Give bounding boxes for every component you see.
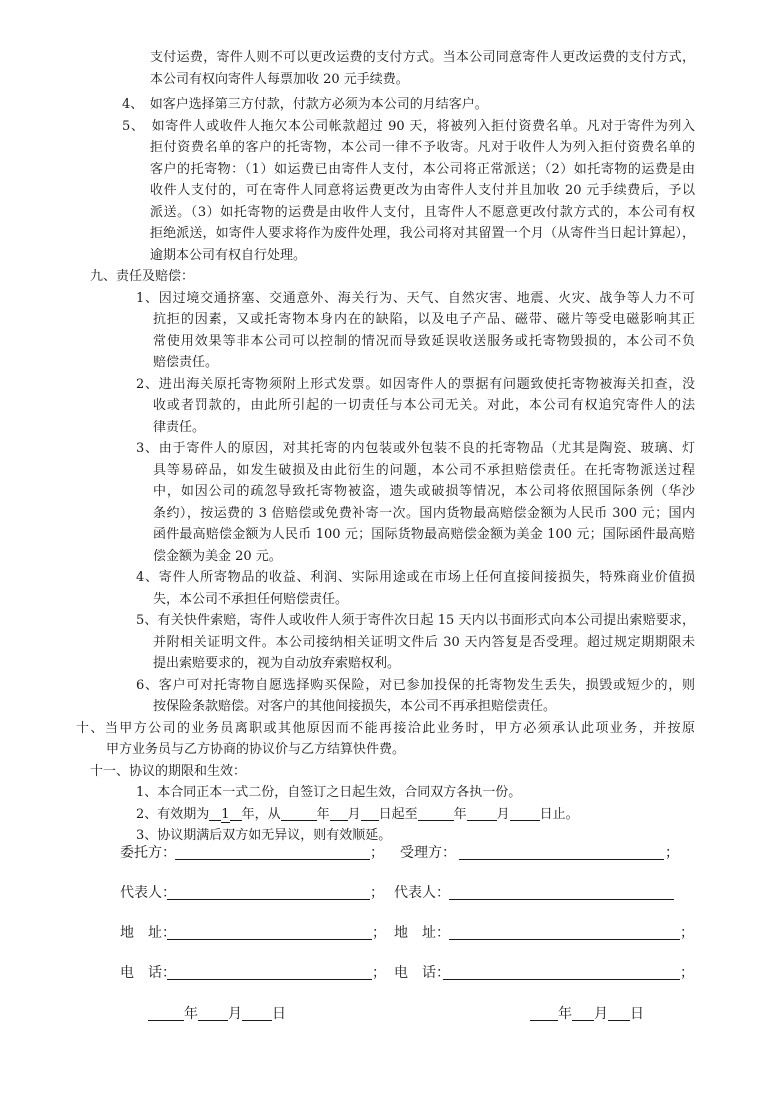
client-address-label: 地 址：	[120, 925, 176, 941]
client-label: 委托方：	[120, 845, 176, 861]
s11-item-3: 3、协议期满后双方如无异议，则有效顺延。	[136, 828, 392, 843]
clause-item-5-line: 派送。（3）如托寄物的运费是由收件人支付，且寄件人不愿意更改付款方式的，本公司有权	[150, 205, 695, 220]
client-date-day-field[interactable]	[242, 1005, 272, 1021]
receiver-label: 受理方：	[400, 845, 456, 861]
receiver-date-year-field[interactable]	[530, 1005, 558, 1021]
s9-item-6-line: 6、客户可对托寄物自愿选择购买保险，对已参加投保的托寄物发生丢失，损毁或短少的，则	[136, 678, 695, 693]
section-10-line: 十、当甲方公司的业务员离职或其他原因而不能再接洽此业务时，甲方必须承认此项业务，并按原	[76, 721, 695, 736]
s9-item-2-line: 收或者罚款的，由此所引起的一切责任与本公司无关。对此，本公司有权追究寄件人的法	[153, 398, 695, 413]
end-day-field[interactable]	[510, 805, 540, 821]
validity-years: 1	[221, 807, 230, 822]
s9-item-3-line: 函件最高赔偿金额为人民币 100 元；国际货物最高赔偿金额为美金 100 元；国际函件最高赔	[153, 527, 695, 542]
signature-row-representative: 代表人： ； 代表人：	[0, 883, 774, 907]
receiver-address-label: 地 址：	[394, 925, 450, 941]
client-date: 年 月 日	[148, 1004, 286, 1026]
client-address-line[interactable]	[167, 939, 372, 940]
clause-item-5-line: 5、 如寄件人或收件人拖欠本公司帐款超过 90 天，将被列入拒付资费名单。凡对于寄件为列入	[122, 119, 695, 134]
s9-item-1-line: 1、因过境交通挤塞、交通意外、海关行为、天气、自然灾害、地震、火灾、战争等人力不可	[136, 291, 695, 306]
s9-item-5-line: 5、有关快件索赔，寄件人或收件人须于寄件次日起 15 天内以书面形式向本公司提出索赔要求，	[136, 613, 695, 628]
receiver-address-line[interactable]	[449, 939, 680, 940]
end-year-field[interactable]	[418, 805, 454, 821]
s9-item-5-line: 并附相关证明文件。本公司接纳相关证明文件后 30 天内答复是否受理。超过规定期期限未	[153, 635, 695, 650]
signature-row-party: 委托方： ； 受理方： ；	[0, 843, 774, 867]
start-day-field[interactable]	[361, 805, 379, 821]
receiver-signature-line[interactable]	[459, 859, 664, 860]
client-signature-line[interactable]	[175, 859, 370, 860]
client-phone-label: 电 话：	[120, 965, 176, 981]
section-heading-11: 十一、协议的期限和生效：	[90, 764, 247, 779]
clause-item-5-line: 收件人支付的，可在寄件人同意将运费更改为由寄件人支付并且加收 20 元手续费后，予以	[150, 183, 695, 198]
clause-item-5-line: 逾期本公司有权自行处理。	[150, 248, 307, 263]
s9-item-3-line: 中，如因公司的疏忽导致托寄物被盗，遗失或破损等情况，本公司将依照国际条例（华沙	[153, 484, 695, 499]
s9-item-2-line: 律责任。	[153, 420, 206, 435]
client-rep-label: 代表人：	[120, 885, 176, 901]
s9-item-5-line: 提出索赔要求的，视为自动放弃索赔权利。	[153, 656, 401, 671]
s9-item-3-line: 具等易碎品，如发生破损及由此衍生的问题，本公司不承担赔偿责任。在托寄物派送过程	[153, 463, 695, 478]
receiver-rep-line[interactable]	[449, 899, 674, 900]
client-date-year-field[interactable]	[148, 1005, 184, 1021]
receiver-phone-line[interactable]	[443, 979, 680, 980]
start-month-field[interactable]	[330, 805, 348, 821]
s9-item-4-line: 失，本公司不承担任何赔偿责任。	[153, 592, 349, 607]
s11-item-2-validity: 2、有效期为 1 年，从 年 月 日起至 年 月 日止。	[136, 807, 579, 822]
clause-item-5-line: 拒付资费名单的客户的托寄物，本公司一律不予收寄。凡对于收件人为列入拒付资费名单的	[150, 140, 695, 155]
section-10-line: 甲方业务员与乙方协商的协议价与乙方结算快件费。	[106, 742, 406, 757]
section-heading-9: 九、责任及赔偿：	[90, 269, 195, 284]
receiver-date-month-field[interactable]	[572, 1005, 594, 1021]
clause-item-5-line: 客户的托寄物：（1）如运费已由寄件人支付，本公司将正常派送；（2）如托寄物的运费是由	[150, 162, 695, 177]
receiver-date: 年 月 日	[530, 1004, 644, 1026]
clause-item-5-line: 拒绝派送，如寄件人要求将作为废件处理，我公司将对其留置一个月（从寄件当日起计算起），	[150, 226, 695, 241]
s9-item-1-line: 赔偿责任。	[153, 355, 219, 370]
s9-item-3-line: 偿金额为美金 20 元。	[153, 549, 282, 564]
s9-item-4-line: 4、寄件人所寄物品的收益、利润、实际用途或在市场上任何直接间接损失，特殊商业价值损	[136, 570, 695, 585]
start-year-field[interactable]	[281, 805, 317, 821]
receiver-phone-label: 电 话：	[394, 965, 450, 981]
s9-item-3-line: 3、由于寄件人的原因，对其托寄的内包装或外包装不良的托寄物品（尤其是陶瓷、玻璃、灯	[136, 441, 695, 456]
clause-item-4: 4、 如客户选择第三方付款，付款方必须为本公司的月结客户。	[122, 97, 488, 112]
receiver-date-day-field[interactable]	[608, 1005, 630, 1021]
signature-row-phone: 电 话： ； 电 话： ；	[0, 963, 774, 987]
receiver-rep-label: 代表人：	[394, 885, 450, 901]
validity-prefix: 2、有效期为	[136, 807, 210, 822]
client-date-month-field[interactable]	[198, 1005, 228, 1021]
end-month-field[interactable]	[467, 805, 497, 821]
s9-item-2-line: 2、进出海关原托寄物须附上形式发票。如因寄件人的票据有问题致使托寄物被海关扣查，没	[136, 377, 695, 392]
s11-item-1: 1、本合同正本一式二份，自签订之日起生效，合同双方各执一份。	[136, 785, 522, 800]
s9-item-3-line: 条约），按运费的 3 倍赔偿或免费补寄一次。国内货物最高赔偿金额为人民币 300 元；国内	[153, 506, 695, 521]
s9-item-1-line: 常使用效果等非本公司可以控制的情况而导致延误收送服务或托寄物毁损的，本公司不负	[153, 334, 695, 349]
client-phone-line[interactable]	[167, 979, 372, 980]
paragraph-line: 支付运费，寄件人则不可以更改运费的支付方式。当本公司同意寄件人更改运费的支付方式，	[150, 50, 695, 65]
paragraph-line: 本公司有权向寄件人每票加收 20 元手续费。	[150, 72, 409, 87]
client-rep-line[interactable]	[167, 899, 370, 900]
s9-item-6-line: 按保险条款赔偿。对客户的其他间接损失，本公司不再承担赔偿责任。	[153, 699, 557, 714]
signature-row-address: 地 址： ； 地 址： ；	[0, 923, 774, 947]
s9-item-1-line: 抗拒的因素，又或托寄物本身内在的缺陷，以及电子产品、磁带、磁片等受电磁影响其正	[153, 312, 695, 327]
